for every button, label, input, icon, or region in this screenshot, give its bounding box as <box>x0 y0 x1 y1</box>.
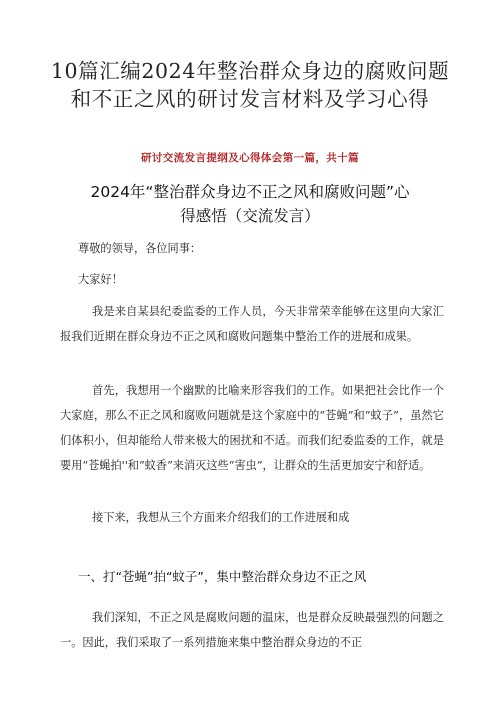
article-title-line-2: 得感悟（交流发言） <box>180 207 320 225</box>
greeting: 大家好！ <box>78 273 123 286</box>
section-1-heading: 一、打“苍蝇”拍“蚊子”，集中整治群众身边不正之风 <box>78 569 367 584</box>
paragraph-next: 接下来，我想从三个方面来介绍我们的工作进展和成 <box>92 511 350 524</box>
paragraph-intro: 我是来自某县纪委监委的工作人员，今天非常荣幸能够在这里向大家汇报我们近期在群众身边不正之风和腐败问题集中整治工作的进展和成果。 <box>60 305 444 343</box>
paragraph-section-1: 我们深知，不正之风是腐败问题的温床，也是群众反映最强烈的问题之一。因此，我们采取了一系列措施来集中整治群众身边的不正 <box>60 611 444 649</box>
article-title-line-1: 2024年“整治群众身边不正之风和腐败问题”心 <box>90 183 410 201</box>
paragraph-metaphor: 首先，我想用一个幽默的比喻来形容我们的工作。如果把社会比作一个大家庭，那么不正之风和腐败问题就是这个家庭中的“苍蝇”和“蚊子”，虽然它们体积小，但却能给人带来极大的困扰和不适。而我们纪委监委的工作，就是要用“苍蝇拍''和“蚊香”来消灭这些“害虫”，让群众的生活更加安宁和舒适。 <box>60 384 444 472</box>
article-title <box>60 180 440 228</box>
collection-note: 研讨交流发言提纲及心得体会第一篇，共十篇 <box>141 152 359 164</box>
document-title <box>40 57 460 113</box>
document-title-line-1: 10篇汇编2024年整治群众身边的腐败问题 <box>50 59 450 83</box>
salutation: 尊敬的领导，各位同事： <box>78 242 202 255</box>
document-title-line-2: 和不正之风的研讨发言材料及学习心得 <box>70 87 430 111</box>
